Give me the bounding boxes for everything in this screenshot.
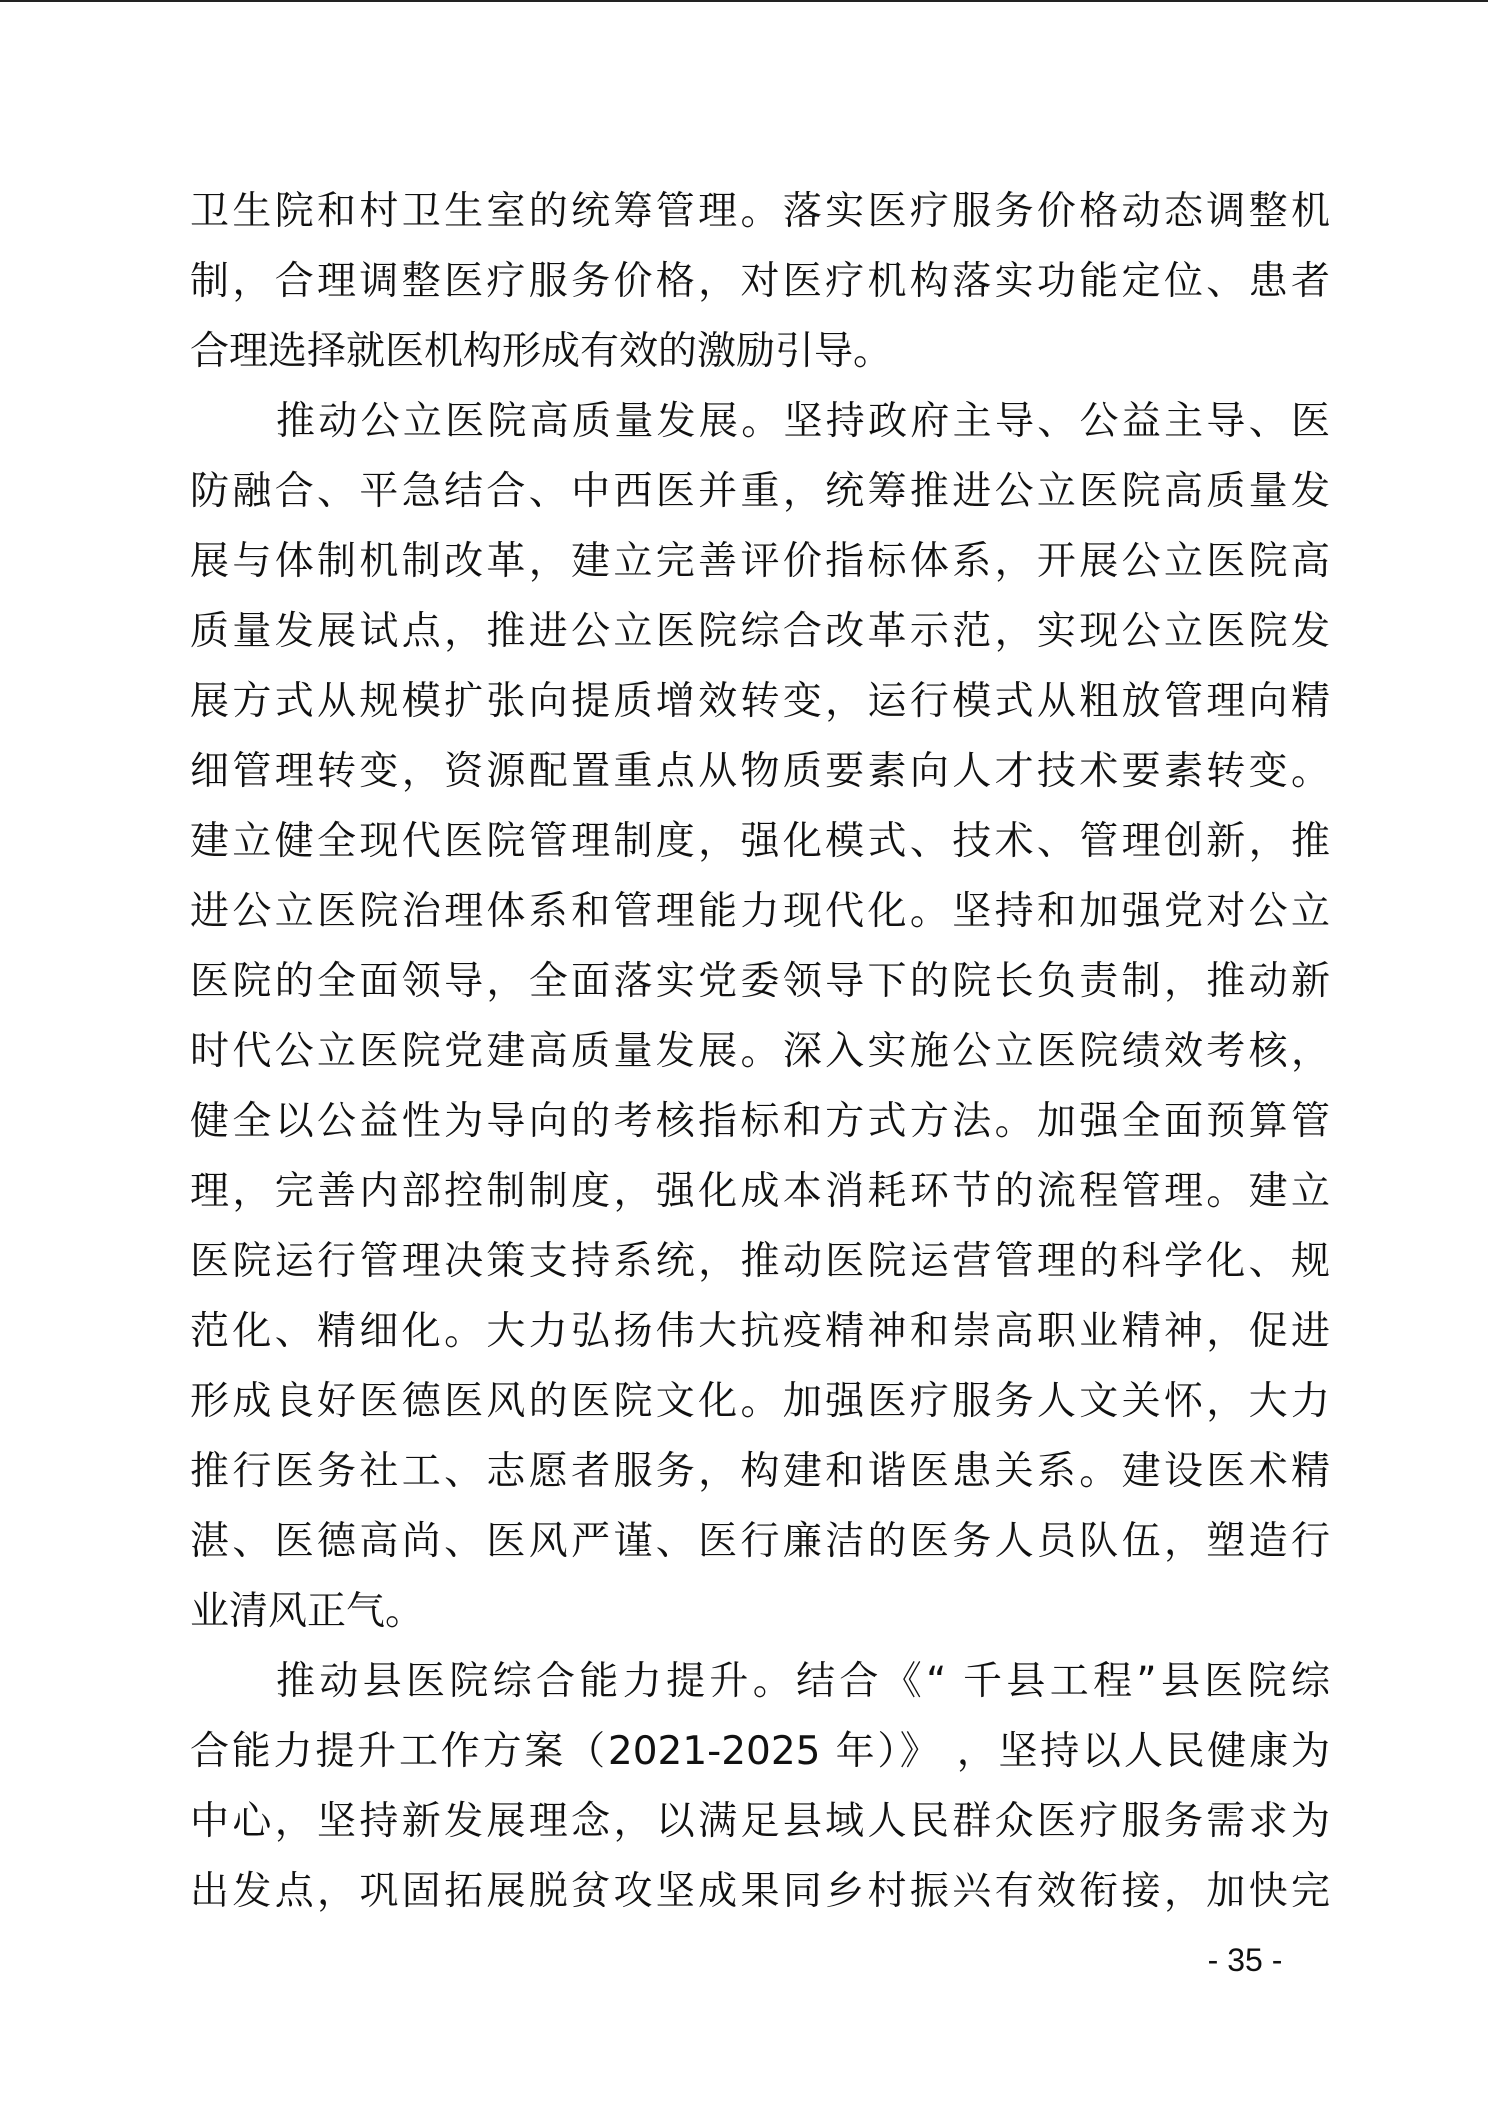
paragraph-price-adjustment xyxy=(190,177,1330,387)
document-body xyxy=(190,177,1330,1927)
text-line: 防融合、平急结合、中西医并重，统筹推进公立医院高质量发 xyxy=(190,469,1330,514)
paragraph-public-hospital-development xyxy=(190,387,1330,1647)
text-line: 合能力提升工作方案（2021-2025 年）》 ，坚持以人民健康为 xyxy=(190,1729,1330,1774)
text-line: 卫生院和村卫生室的统筹管理。落实医疗服务价格动态调整机 xyxy=(190,189,1330,234)
text-line: 范化、精细化。大力弘扬伟大抗疫精神和崇高职业精神，促进 xyxy=(190,1309,1330,1354)
text-line: 展方式从规模扩张向提质增效转变，运行模式从粗放管理向精 xyxy=(190,679,1330,724)
text-line: 建立健全现代医院管理制度，强化模式、技术、管理创新，推 xyxy=(190,819,1330,864)
text-line: 中心，坚持新发展理念，以满足县域人民群众医疗服务需求为 xyxy=(190,1799,1330,1844)
text-line: 推动县医院综合能力提升。结合《“ 千县工程”县医院综 xyxy=(276,1659,1330,1704)
text-line: 推动公立医院高质量发展。坚持政府主导、公益主导、医 xyxy=(276,399,1330,444)
text-line: 进公立医院治理体系和管理能力现代化。坚持和加强党对公立 xyxy=(190,889,1330,934)
top-border-rule xyxy=(0,0,1488,2)
text-line: 业清风正气。 xyxy=(190,1589,425,1634)
text-line: 出发点，巩固拓展脱贫攻坚成果同乡村振兴有效衔接，加快完 xyxy=(190,1869,1330,1914)
text-line: 制，合理调整医疗服务价格，对医疗机构落实功能定位、患者 xyxy=(190,259,1330,304)
text-line: 合理选择就医机构形成有效的激励引导。 xyxy=(190,329,893,374)
text-line: 质量发展试点，推进公立医院综合改革示范，实现公立医院发 xyxy=(190,609,1330,654)
text-line: 形成良好医德医风的医院文化。加强医疗服务人文关怀，大力 xyxy=(190,1379,1330,1424)
text-line: 理，完善内部控制制度，强化成本消耗环节的流程管理。建立 xyxy=(190,1169,1330,1214)
text-line: 医院运行管理决策支持系统，推动医院运营管理的科学化、规 xyxy=(190,1239,1330,1284)
page-number: - 35 - xyxy=(1207,1942,1283,1978)
paragraph-county-hospital-capacity xyxy=(190,1647,1330,1927)
text-line: 湛、医德高尚、医风严谨、医行廉洁的医务人员队伍，塑造行 xyxy=(190,1519,1330,1564)
text-line: 细管理转变，资源配置重点从物质要素向人才技术要素转变。 xyxy=(190,749,1330,794)
text-line: 医院的全面领导，全面落实党委领导下的院长负责制，推动新 xyxy=(190,959,1330,1004)
text-line: 时代公立医院党建高质量发展。深入实施公立医院绩效考核， xyxy=(190,1029,1330,1074)
text-line: 健全以公益性为导向的考核指标和方式方法。加强全面预算管 xyxy=(190,1099,1330,1144)
text-line: 展与体制机制改革，建立完善评价指标体系，开展公立医院高 xyxy=(190,539,1330,584)
text-line: 推行医务社工、志愿者服务，构建和谐医患关系。建设医术精 xyxy=(190,1449,1330,1494)
